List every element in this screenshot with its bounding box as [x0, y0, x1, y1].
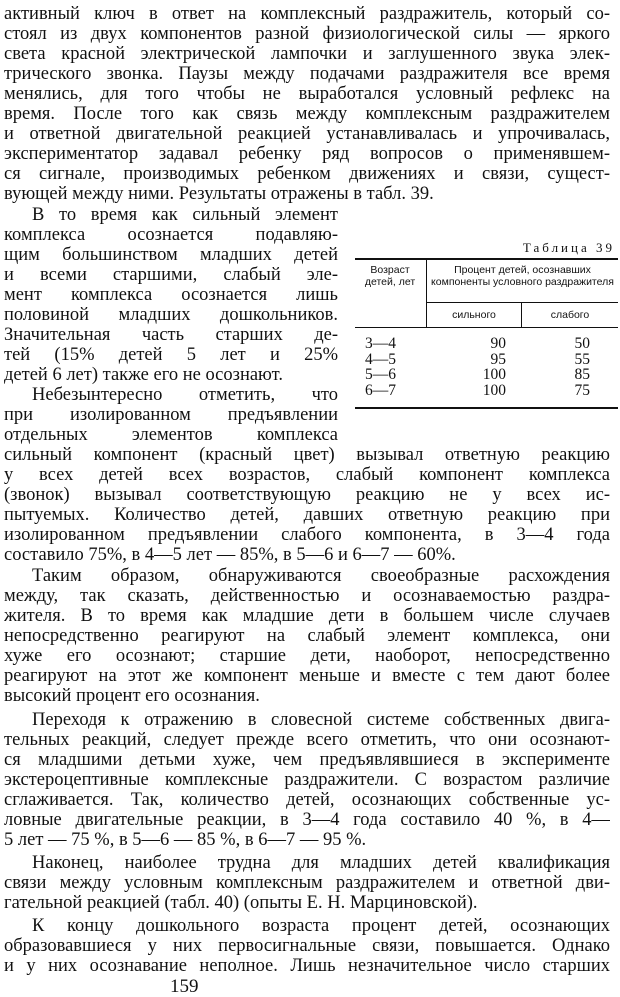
cell-strong: 90: [490, 335, 506, 352]
paragraph-4: [4, 566, 610, 706]
text-line: реагируют на этот же компонент меньше и вместе с тем дают более: [4, 666, 610, 686]
text-line: отдельных элементов комплекса: [4, 425, 338, 445]
header-percent: Процент детей, осознавших компоненты условного раздражителя: [431, 264, 614, 288]
text-line: ловные двигательные реакции, в 3—4 года составило 40 %, в 4—: [4, 810, 610, 830]
paragraph-6: [4, 853, 610, 913]
table-body: [355, 336, 618, 398]
text-line: время. После того как связь между комплексным раздражителем: [4, 104, 610, 124]
text-line: образовавшиеся у них первосигнальные связи, повышается. Однако: [4, 936, 610, 956]
text-line: между, так сказать, действенностью и осознаваемостью раздра-: [4, 586, 610, 606]
text-line: тей (15% детей 5 лет и 25%: [4, 345, 338, 365]
text-line: детей 6 лет) также его не осознают.: [4, 365, 283, 385]
text-line: Значительная часть старших де-: [4, 325, 338, 345]
text-line: трического звонка. Паузы между подачами раздражителя все время: [4, 64, 610, 84]
cell-strong: 95: [490, 350, 506, 368]
text-line: К концу дошкольного возраста процент детей, осознающих: [32, 916, 610, 936]
text-line: при изолированном предъявлении: [4, 405, 338, 425]
divider: [355, 327, 618, 328]
text-line: менялись, для того чтобы не выработался условный рефлекс на: [4, 84, 610, 104]
text-line: ся младшими детьми хуже, чем предъявлявшиеся в эксперименте: [4, 750, 610, 770]
text-line: щим большинством младших детей: [4, 245, 338, 265]
paragraph-3-full: [4, 445, 610, 565]
text-line: Таким образом, обнаруживаются своеобразные расхождения: [32, 566, 610, 586]
paragraph-2: [4, 205, 338, 385]
paragraph-1: [4, 4, 610, 204]
table-row: [355, 383, 618, 399]
header-weak: слабого: [550, 309, 590, 321]
text-line: сглаживается. Так, количество детей, осознающих собственные ус-: [4, 790, 610, 810]
text-line: мент комплекса осознается лишь: [4, 285, 338, 305]
text-line: 5 лет — 75 %, в 5—6 — 85 %, в 6—7 — 95 %.: [4, 830, 367, 850]
text-line: активный ключ в ответ на комплексный раздражитель, который со-: [4, 4, 610, 24]
text-line: Небезынтересно отметить, что: [32, 385, 338, 405]
text-line: экспериментатор задавал ребенку ряд вопросов о применявшем-: [4, 144, 610, 164]
text-line: половиной младших дошкольников.: [4, 305, 338, 325]
divider: [427, 302, 618, 303]
text-line: хуже его осознают; старшие дети, наоборот, непосредственно: [4, 646, 610, 666]
text-line: (звонок) вызывал соответствующую реакцию не у всех ис-: [4, 485, 610, 505]
text-line: вующей между ними. Результаты отражены в табл. 39.: [4, 184, 434, 204]
text-line: изолированном предъявлении слабого компонента, в 3—4 года: [4, 525, 610, 545]
text-line: составило 75%, в 4—5 лет — 85%, в 5—6 и 6—7 — 60%.: [4, 545, 456, 565]
text-line: высокий процент его осознания.: [4, 686, 260, 706]
cell-age: 6—7: [365, 381, 396, 399]
paragraph-7: [4, 916, 610, 976]
text-line: и у них осознавание неполное. Лишь незначительное число старших: [4, 956, 610, 976]
cell-age: 4—5: [365, 350, 396, 368]
cell-weak: 85: [574, 366, 590, 384]
text-line: и ответной двигательной реакцией устанавливалась и упрочивалась,: [4, 124, 610, 144]
text-line: комплекса осознается подавляю-: [4, 225, 338, 245]
text-line: связи между условным комплексным раздражителем и ответной дви-: [4, 873, 610, 893]
text-line: ся сигнале, производимых ребенком движениях и связи, сущест-: [4, 164, 610, 184]
text-line: Наконец, наиболее трудна для младших детей квалификация: [32, 853, 610, 873]
text-line: пытуемых. Количество детей, давших ответную реакцию при: [4, 505, 610, 525]
cell-age: 3—4: [365, 335, 396, 352]
text-line: тельных реакций, следует прежде всего отметить, что они осознают-: [4, 730, 610, 750]
cell-strong: 100: [482, 366, 506, 384]
cell-weak: 55: [574, 350, 590, 368]
text-line: у всех детей всех возрастов, слабый компонент комплекса: [4, 465, 610, 485]
text-line: и всеми старшими, слабый эле-: [4, 265, 338, 285]
text-line: В то время как сильный элемент: [32, 205, 338, 225]
table-title: Таблица 39: [522, 240, 615, 255]
text-line: экстероцептивные комплексные раздражители. С возрастом различие: [4, 770, 610, 790]
header-strong: сильного: [452, 309, 496, 321]
paragraph-5: [4, 710, 610, 850]
header-age: Возраст детей, лет: [364, 264, 416, 288]
data-table: [355, 258, 618, 409]
text-line: сильный компонент (красный цвет) вызывал ответную реакцию: [4, 445, 610, 465]
text-line: жителя. В то время как младшие дети в большем числе случаев: [4, 606, 610, 626]
cell-weak: 75: [574, 381, 590, 399]
cell-strong: 100: [482, 381, 506, 399]
paragraph-3-narrow: [4, 385, 338, 445]
text-line: гательной реакцией (табл. 40) (опыты Е. Н. Марциновской).: [4, 893, 478, 913]
cell-weak: 50: [574, 335, 590, 352]
text-line: Переходя к отражению в словесной системе собственных двига-: [32, 710, 610, 730]
table-row: [355, 367, 618, 383]
page-number: 159: [170, 976, 199, 997]
text-line: непосредственно реагируют на слабый элемент комплекса, они: [4, 626, 610, 646]
table-row: [355, 336, 618, 352]
cell-age: 5—6: [365, 366, 396, 384]
table-row: [355, 352, 618, 368]
text-line: света красной электрической лампочки и заглушенного звука элек-: [4, 44, 610, 64]
text-line: стоял из двух компонентов разной физиологической силы — яркого: [4, 24, 610, 44]
